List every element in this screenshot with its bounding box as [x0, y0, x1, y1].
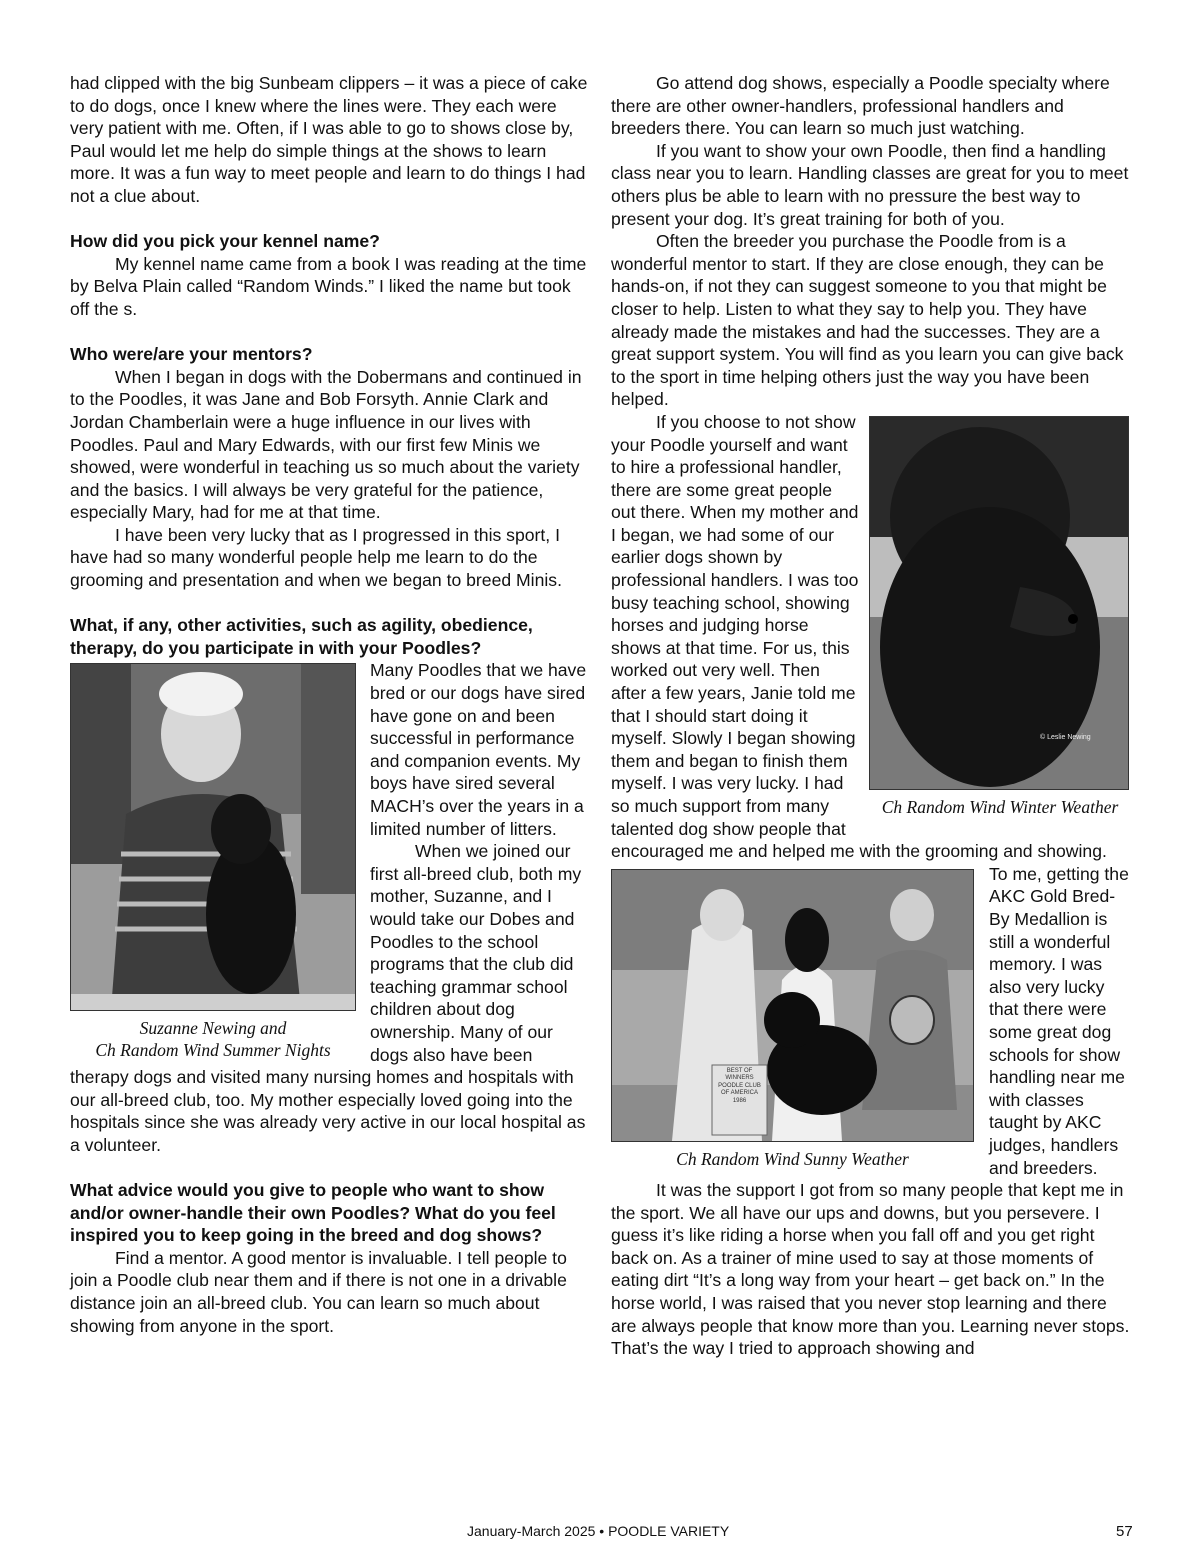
- sign-line: OF AMERICA: [720, 1090, 758, 1097]
- photo-woman-with-poodle: [70, 663, 356, 1011]
- figure-caption: [70, 1017, 356, 1061]
- left-column: [70, 72, 588, 1337]
- figure-sunny-weather: [611, 869, 974, 1170]
- answer-activities-1: Many Poodles that we have bred or our dogs have sired have gone on and been successful in performance and companion events. My boys have sired several MACH’s over the years in a limited number of litters.: [370, 660, 587, 839]
- question-advice: What advice would you give to people who want to show and/or owner-handle their own Poodles? What do you feel inspired you to keep going in the breed and dog shows?: [70, 1180, 556, 1246]
- question-mentors: Who were/are your mentors?: [70, 344, 313, 365]
- paragraph-dog-shows: Go attend dog shows, especially a Poodle specialty where there are other owner-handlers, professional handlers and breeders there. You can learn so much just watching.: [611, 73, 1110, 139]
- answer-activities-2: When we joined our first all-breed club, both my mother, Suzanne, and I would take our Dobes and Poodles to the school programs that the club did teaching grammar school children about dog ownership. Many of our dogs also have been therapy dogs and visited many nursing homes and hospitals with our all-breed club, too. My mother especially loved going into the hospitals since she was already very active in our local hospital as a volunteer.: [70, 841, 586, 1155]
- answer-advice-1: Find a mentor. A good mentor is invaluable. I tell people to join a Poodle club near them and if there is not one in a drivable distance join an all-breed club. You can learn so much about showing from anyone in the sport.: [70, 1247, 567, 1336]
- sign-line: WINNERS: [725, 1075, 754, 1082]
- answer-kennel-name: My kennel name came from a book I was reading at the time by Belva Plain called “Random Winds.” I liked the name but took off the s.: [70, 253, 587, 319]
- sign-line: POODLE CLUB: [718, 1082, 761, 1089]
- figure-caption: Ch Random Wind Sunny Weather: [676, 1148, 909, 1169]
- photo-best-of-winners: [611, 869, 974, 1142]
- paragraph-breeder-mentor: Often the breeder you purchase the Poodle from is a wonderful mentor to start. If they are close enough, they can be hands-on, if not they can suggest someone to you that might be closer to help. Listen to what they say to help you. They have already made the mistakes and had the successes. They are a great support system. You will find as you learn you can give back to the sport in time helping others just the way you have been helped.: [611, 231, 1124, 410]
- caption-line-1: Suzanne Newing and: [139, 1018, 287, 1039]
- paragraph-intro: had clipped with the big Sunbeam clippers – it was a piece of cake to do dogs, once I knew where the lines were. They each were very patient with me. Often, if I was able to go to shows close by, Paul would let me help do simple things at the shows to learn more. It was a fun way to meet people and learn to do things I had not a clue about.: [70, 73, 588, 206]
- sign-line: BEST OF: [726, 1067, 753, 1074]
- question-activities: What, if any, other activities, such as agility, obedience, therapy, do you participate in with your Poodles?: [70, 615, 533, 658]
- question-kennel-name: How did you pick your kennel name?: [70, 231, 380, 252]
- answer-mentors-1: When I began in dogs with the Dobermans and continued in to the Poodles, it was Jane and Bob Forsyth. Annie Clark and Jordan Chamberlain were a huge influence in our lives with Poodles. Paul and Mary Edwards, with our first few Minis we showed, were wonderful in teaching us so much about the variety and the basics. I will always be very grateful for the patience, especially Mary, had for me at that time.: [70, 366, 582, 523]
- paragraph-professional-handler: If you choose to not show your Poodle yourself and want to hire a professional handler, there are some great people out there. When my mother and I began, we had some of our earlier dogs shown by professional handlers. I was too busy teaching school, showing horses and judging horse shows at that time. For us, this worked out very well. Then after a few years, Janie told me that I should start doing it myself. Slowly I began showing them and began to finish them myself. I was very lucky. I had so much support from many talented dog show people that encouraged me and helped me with the grooming and showing.: [611, 411, 1107, 862]
- figure-caption: Ch Random Wind Winter Weather: [881, 796, 1119, 817]
- figure-winter-weather: [869, 416, 1131, 818]
- caption-line-2: Ch Random Wind Summer Nights: [95, 1040, 331, 1061]
- paragraph-handling-class: If you want to show your own Poodle, then find a handling class near you to learn. Handling classes are great for you to meet others plus be able to learn with no pressure the best way to present your dog. It’s great training for both of you.: [611, 140, 1129, 229]
- footer-issue: January-March 2025 • POODLE VARIETY: [467, 1523, 730, 1539]
- right-column: [611, 72, 1131, 1360]
- photo-poodle-portrait: [869, 416, 1129, 790]
- page-number: 57: [1116, 1523, 1133, 1540]
- paragraph-support: It was the support I got from so many people that kept me in the sport. We all have our ups and downs, but you persevere. I guess it’s like riding a horse when you fall off and you get right back on. As a trainer of mine used to say at those moments of eating dirt “It’s a long way from your heart – get back on.” In the horse world, I was raised that you never stop learning and there are always people that know more than you. Learning never stops. That’s the way I tried to approach showing and: [611, 1180, 1130, 1359]
- paragraph-bred-by-medallion: To me, getting the AKC Gold Bred-By Medallion is still a wonderful memory. I was also very lucky that there were some great dog schools for show handling near me with classes taught by AKC judges, handlers and breeders.: [989, 863, 1129, 1178]
- answer-mentors-2: I have been very lucky that as I progressed in this sport, I have had so many wonderful people help me learn to do the grooming and presentation and when we began to breed Minis.: [70, 524, 562, 591]
- figure-suzanne-summer-nights: [70, 663, 356, 1061]
- sign-line: 1986: [732, 1097, 747, 1104]
- photo-credit: © Leslie Newing: [1040, 733, 1091, 741]
